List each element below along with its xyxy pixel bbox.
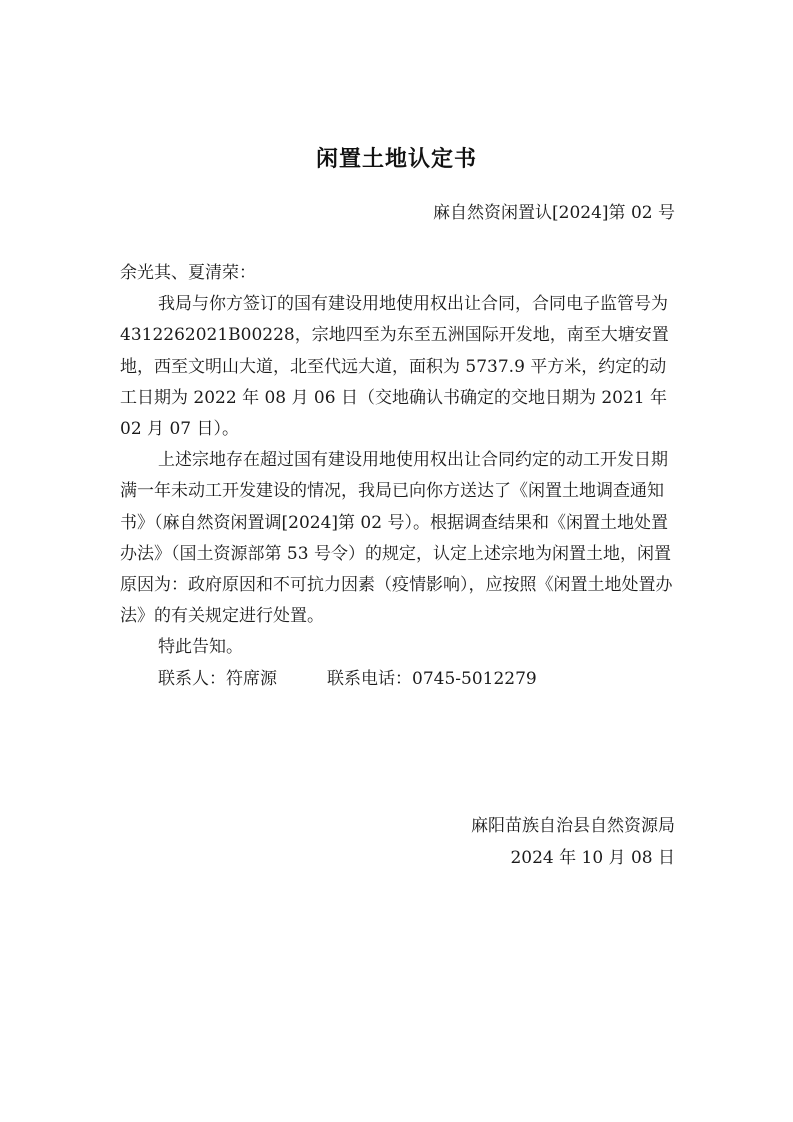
- issuer-name: 麻阳苗族自治县自然资源局: [471, 816, 675, 836]
- document-title: 闲置土地认定书: [315, 147, 477, 172]
- signature-block: [471, 810, 675, 874]
- contact-line: [120, 664, 680, 695]
- paragraph-idle-determination: 上述宗地存在超过国有建设用地使用权出让合同约定的动工开发日期满一年未动工开发建设的情况，我局已向你方送达了《闲置土地调查通知书》（麻自然资闲置调[2024]第 02 号）。根据调查结果和《闲置土地处置办法》（国土资源部第 53 号令）的规定，认定上述宗地为闲置土地，闲置原因为：政府原因和不可抗力因素（疫情影响），应按照《闲置土地处置办法》的有关规定进行处置。: [120, 450, 673, 627]
- document-number: 麻自然资闲置认[2024]第 02 号: [433, 203, 675, 223]
- contact-phone: 联系电话：0745-5012279: [327, 668, 537, 689]
- addressee: 余光其、夏清荣：: [120, 263, 256, 283]
- document-body: [120, 258, 680, 695]
- paragraph-contract-details: 我局与你方签订的国有建设用地使用权出让合同，合同电子监管号为 4312262021B00228，宗地四至为东至五洲国际开发地，南至大塘安置地，西至文明山大道，北至代远大道，面积为 5737.9 平方米，约定的动工日期为 2022 年 08 月 06 日（交地确认书确定的交地日期为 2021 年 02 月 07 日）。: [120, 294, 669, 440]
- issue-date: 2024 年 10 月 08 日: [510, 848, 675, 868]
- closing-notice: 特此告知。: [158, 637, 243, 658]
- contact-person: 联系人：符席源: [158, 668, 277, 689]
